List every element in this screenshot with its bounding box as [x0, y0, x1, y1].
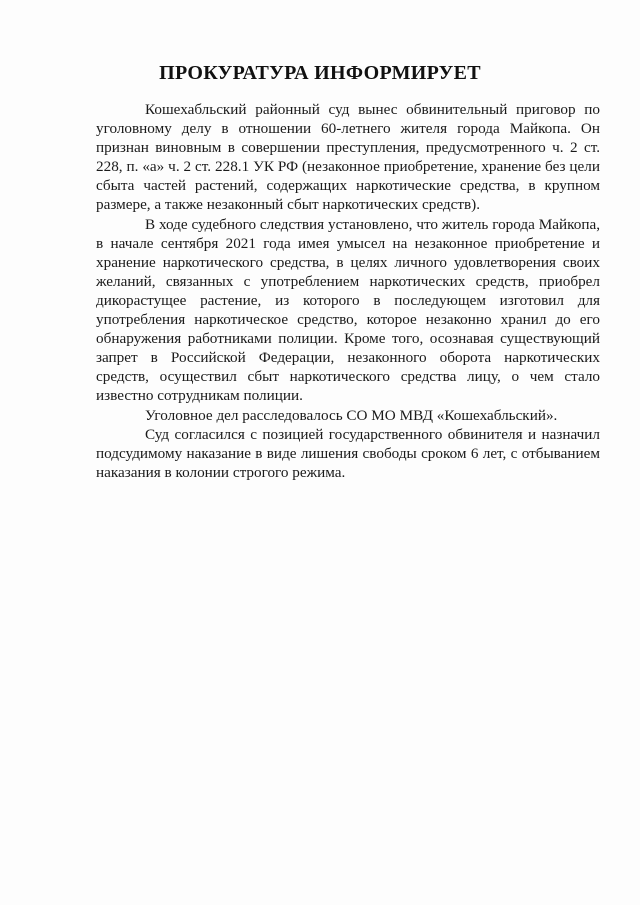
- paragraph-verdict: Кошехабльский районный суд вынес обвинительный приговор по уголовному делу в отношении 60-летнего жителя города Майкопа. Он признан виновным в совершении преступления, предусмотренного ч. 2 ст. 228, п. «а» ч. 2 ст. 228.1 УК РФ (незаконное приобретение, хранение без цели сбыта частей растений, содержащих наркотические средства, в крупном размере, а также незаконный сбыт наркотических средств).: [96, 101, 600, 214]
- paragraph-sentence: Суд согласился с позицией государственного обвинителя и назначил подсудимому наказание в виде лишения свободы сроком 6 лет, с отбыванием наказания в колонии строгого режима.: [96, 425, 600, 481]
- document-title: ПРОКУРАТУРА ИНФОРМИРУЕТ: [159, 62, 481, 84]
- paragraph-case-investigator: Уголовное дел расследовалось СО МО МВД «Кошехабльский».: [145, 406, 558, 424]
- paragraph-investigation: В ходе судебного следствия установлено, что житель города Майкопа, в начале сентября 2021 года имея умысел на незаконное приобретение и хранение наркотического средства, в целях личного удовлетворения своих желаний, связанных с употреблением наркотических средств, приобрел дикорастущее растение, из которого в последующем изготовил для употребления наркотическое средство, которое незаконно хранил до его обнаружения работниками полиции. Кроме того, осознавая существующий запрет в Российской Федерации, незаконного оборота наркотических средств, осуществил сбыт наркотического средства лицу, о чем стало известно сотрудникам полиции.: [96, 215, 600, 405]
- document-body: [96, 100, 600, 482]
